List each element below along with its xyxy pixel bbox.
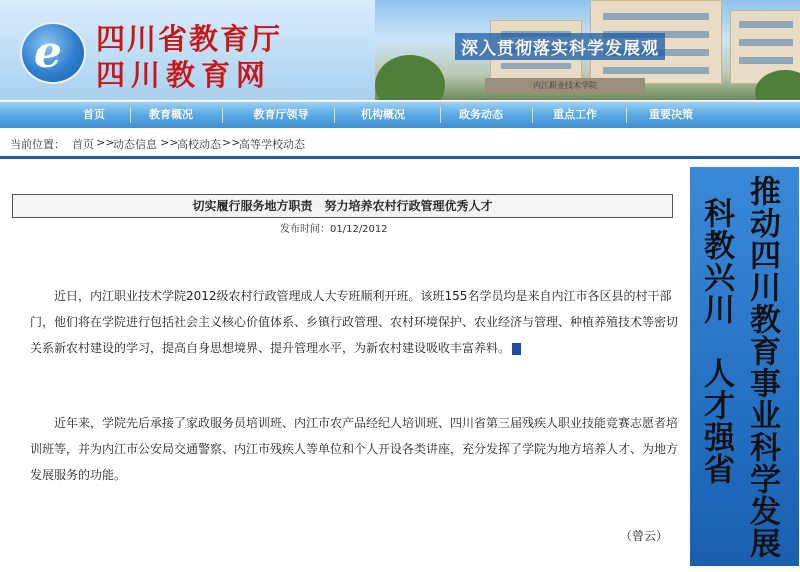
nav-item-government-news[interactable]: 政务动态: [459, 108, 503, 121]
site-header: [0, 0, 800, 100]
site-title-line2: 四川教育网: [96, 58, 272, 92]
breadcrumb-separator: >>: [160, 136, 179, 149]
nav-separator: [130, 107, 131, 123]
nav-separator: [222, 107, 223, 123]
nav-separator: [440, 107, 441, 123]
nav-item-key-work[interactable]: 重点工作: [553, 108, 597, 121]
breadcrumb: [0, 128, 800, 156]
side-slogan-banner[interactable]: [690, 167, 799, 566]
banner-slogan-column-1: 推动四川教育事业科学发展: [744, 175, 780, 559]
article-title: 切实履行服务地方职责 努力培养农村行政管理优秀人才: [12, 194, 673, 218]
nav-separator: [532, 107, 533, 123]
breadcrumb-news[interactable]: 动态信息: [113, 138, 157, 151]
banner-slogan-column-2: [696, 197, 736, 485]
banner-slogan-part-2: 人才强省: [698, 357, 734, 485]
breadcrumb-prefix: 当前位置：: [10, 138, 65, 151]
breadcrumb-divider: [0, 156, 800, 159]
nav-item-home[interactable]: 首页: [83, 108, 105, 121]
breadcrumb-home[interactable]: 首页: [72, 138, 94, 151]
tree: [375, 55, 445, 100]
nav-item-key-decisions[interactable]: 重要决策: [649, 108, 693, 121]
school-gate-sign: 内江职业技术学院: [485, 78, 645, 94]
text-cursor-icon: [512, 343, 521, 355]
paragraph-1-text: 近日，内江职业技术学院2012级农村行政管理成人大专班顺利开班。该班155名学员均是来自内江市各区县的村干部门，他们将在学院进行包括社会主义核心价值体系、乡镇行政管理、农村环境保护、农业经济与管理、种植养殖技术等密切关系新农村建设的学习，提高自身思想境界、提升管理水平，为新农村建设吸收丰富养料。: [30, 289, 679, 355]
header-slogan: 深入贯彻落实科学发展观: [455, 33, 665, 60]
breadcrumb-college-news[interactable]: 高校动态: [177, 138, 221, 151]
article-paragraph-1: [30, 283, 678, 361]
banner-slogan-part-1: 科教兴川: [698, 197, 734, 325]
nav-separator: [334, 107, 335, 123]
breadcrumb-separator: >>: [96, 136, 115, 149]
site-logo[interactable]: [20, 22, 86, 84]
header-building-photo: [375, 0, 800, 100]
breadcrumb-university-news[interactable]: 高等学校动态: [239, 138, 305, 151]
publish-time: 发布时间：01/12/2012: [280, 224, 388, 235]
nav-item-leaders[interactable]: 教育厅领导: [253, 108, 309, 121]
site-title-line1: 四川省教育厅: [96, 22, 283, 56]
nav-item-education-overview[interactable]: 教育概况: [149, 108, 193, 121]
article-paragraph-2: 近年来，学院先后承接了家政服务员培训班、内江市农产品经纪人培训班、四川省第三届残疾人职业技能竞赛志愿者培训班等，并为内江市公安局交通警察、内江市残疾人等单位和个人开设各类讲座，充分发挥了学院为地方培养人才、为地方发展服务的功能。: [30, 416, 679, 482]
nav-item-organization[interactable]: 机构概况: [361, 108, 405, 121]
nav-separator: [626, 107, 627, 123]
breadcrumb-separator: >>: [222, 136, 241, 149]
article-author: （曾云）: [620, 529, 669, 543]
main-nav: [0, 101, 800, 129]
logo-e-icon: e: [34, 27, 62, 78]
